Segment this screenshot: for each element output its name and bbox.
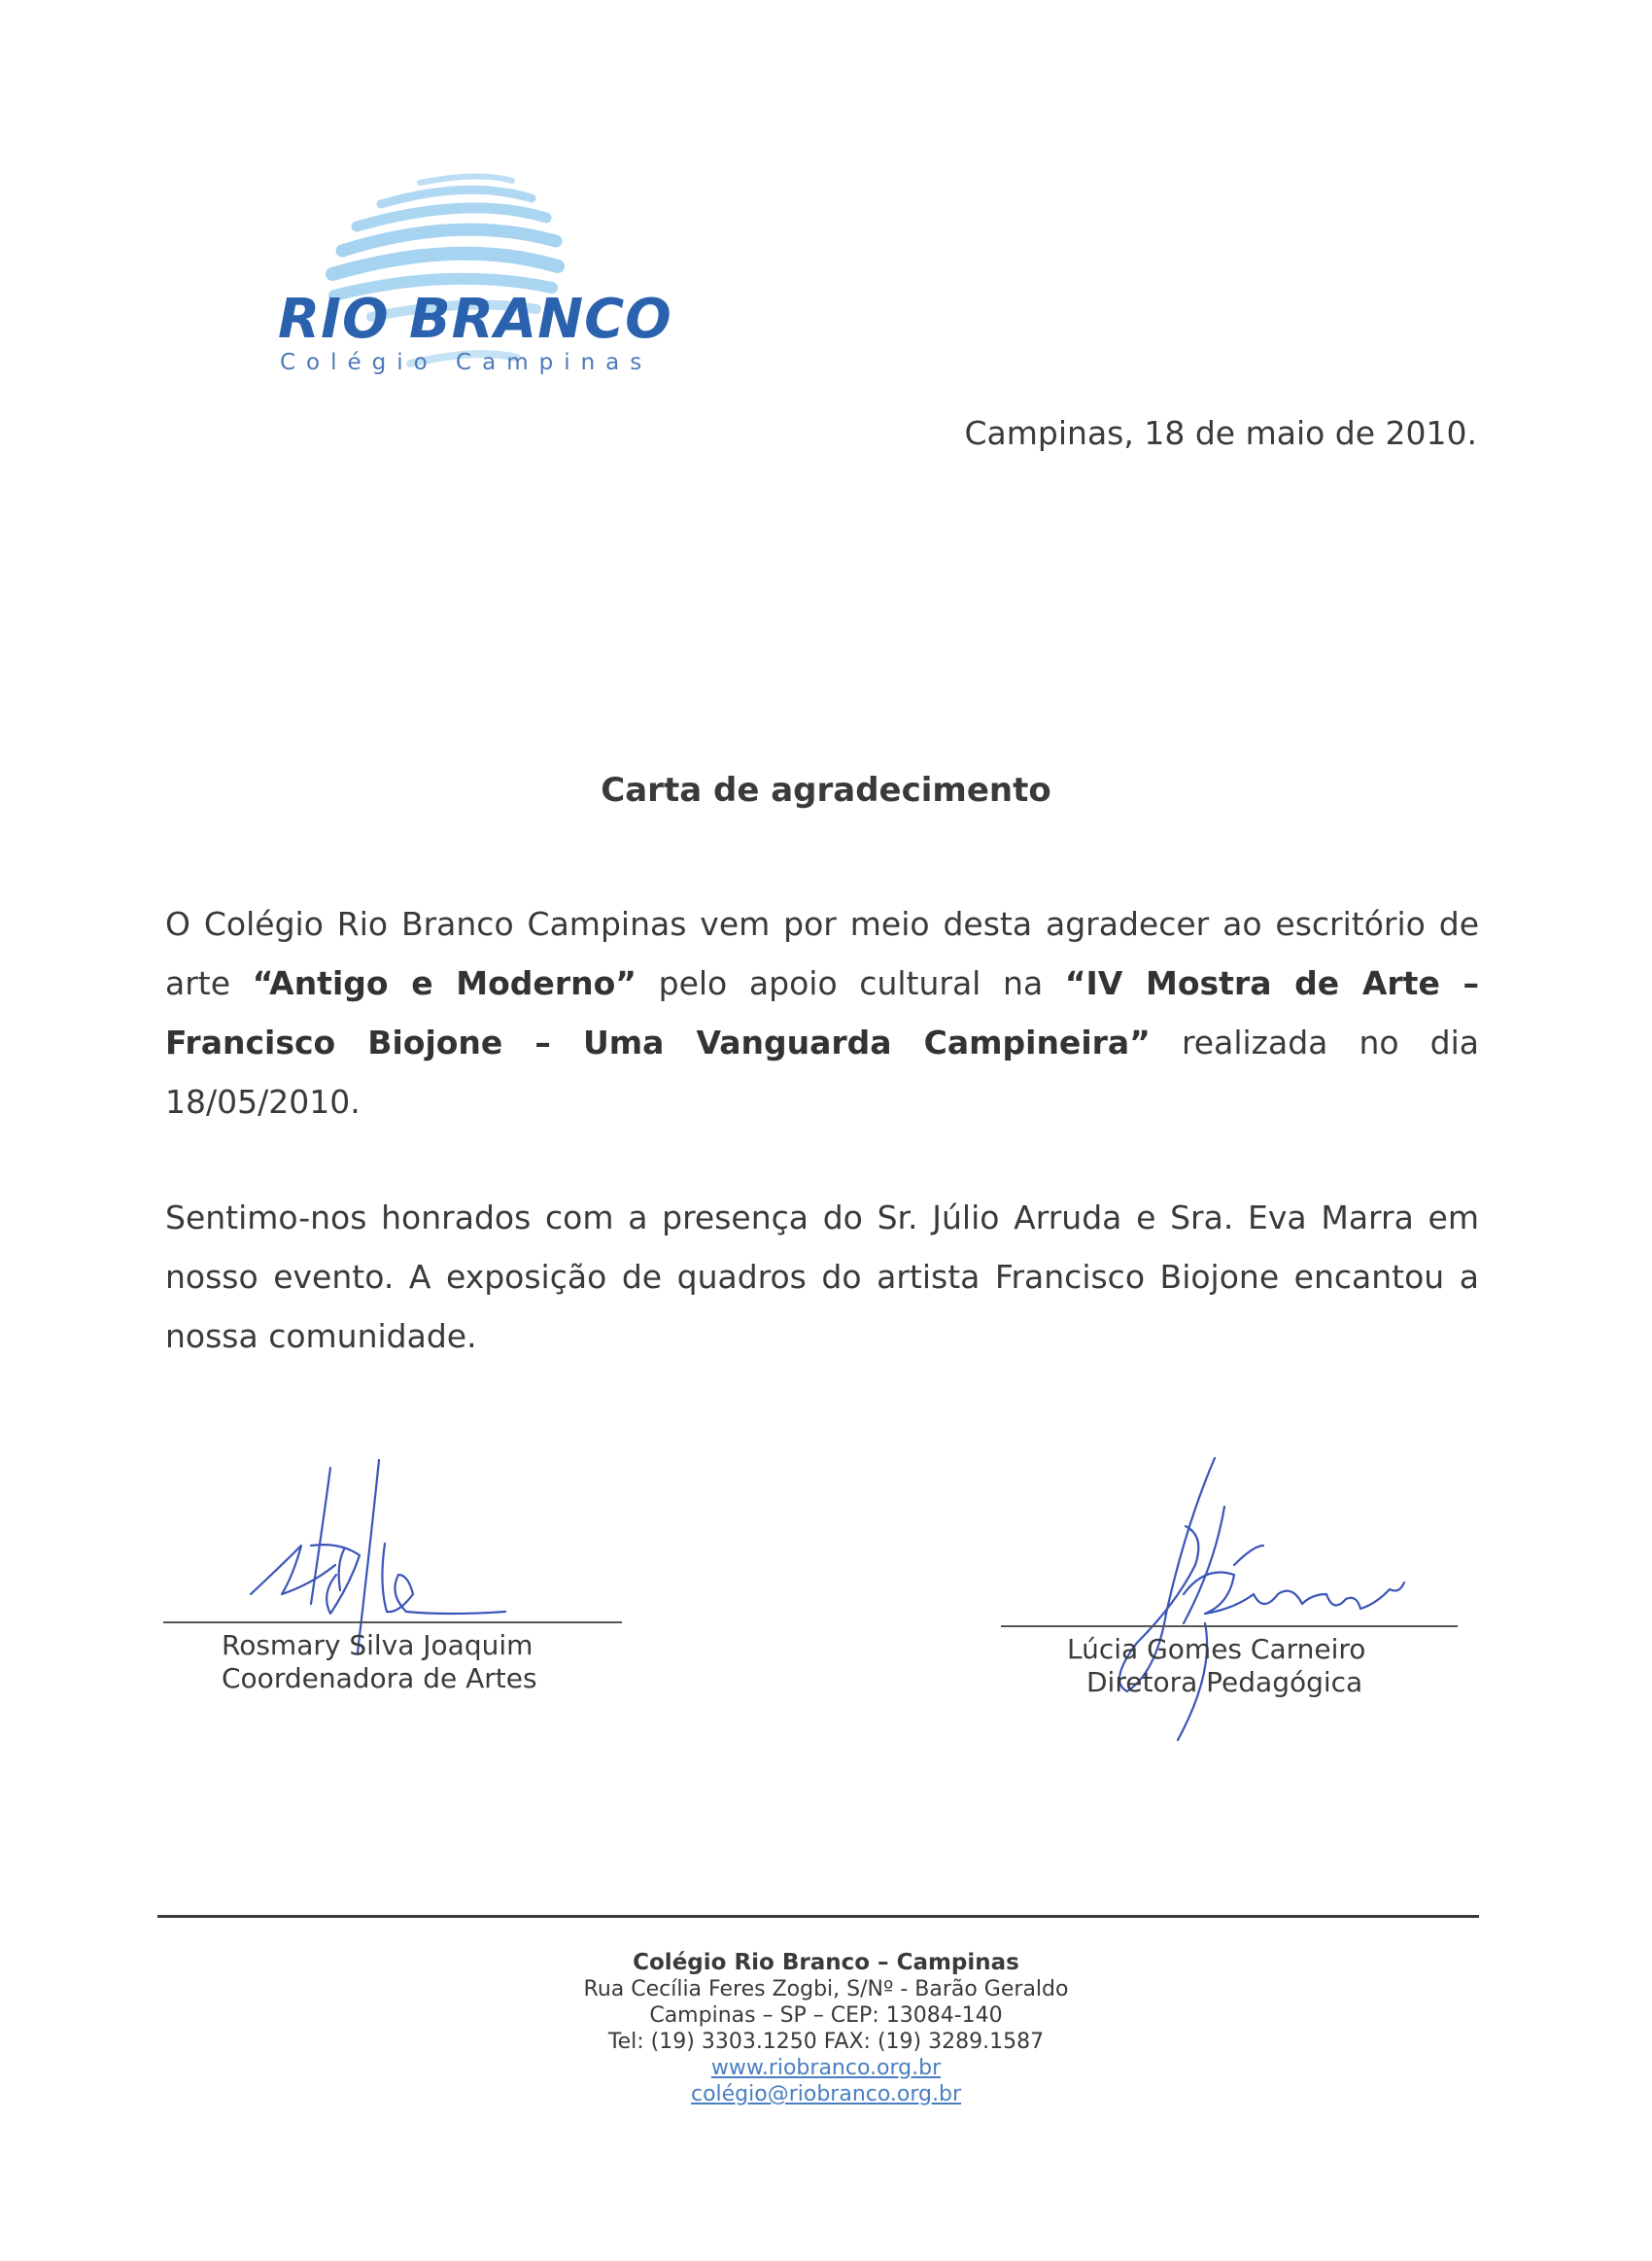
letter-title: Carta de agradecimento	[601, 771, 1051, 810]
paragraph-1-text-c: realizada no dia 18/05/2010.	[165, 1024, 1479, 1121]
signature-line-left	[163, 1621, 622, 1623]
rio-branco-logo	[274, 173, 672, 387]
paragraph-2: Sentimo-nos honrados com a presença do Sr. Júlio Arruda e Sra. Eva Marra em nosso evento. A exposição de quadros do artista Francisco Biojone encantou a nossa comunidade.	[165, 1199, 1479, 1355]
paragraph-1	[165, 894, 1479, 1131]
signatory-left-role: Coordenadora de Artes	[222, 1662, 537, 1694]
footer-phone: Tel: (19) 3303.1250 FAX: (19) 3289.1587	[607, 2030, 1045, 2054]
signatory-right-name: Lúcia Gomes Carneiro	[1067, 1633, 1366, 1665]
footer-divider	[157, 1915, 1479, 1918]
logo-subtitle: Colégio Campinas	[280, 350, 653, 375]
footer-address: Rua Cecília Feres Zogbi, S/Nº - Barão Geraldo	[583, 1977, 1069, 2001]
paragraph-1-bold-a: “Antigo e Moderno”	[252, 964, 637, 1002]
logo-name: RIO BRANCO	[278, 288, 672, 351]
signatory-left-name: Rosmary Silva Joaquim	[222, 1629, 533, 1661]
letter-date: Campinas, 18 de maio de 2010.	[964, 414, 1477, 452]
footer-org-name: Colégio Rio Branco – Campinas	[633, 1950, 1019, 1975]
footer	[0, 1950, 1652, 2107]
footer-email-link[interactable]: colégio@riobranco.org.br	[690, 2082, 962, 2106]
paragraph-1-bold-b: “IV Mostra de Arte – Francisco Biojone – Uma Vanguarda Campineira”	[165, 964, 1479, 1061]
signature-line-right	[1001, 1625, 1458, 1627]
signatory-right-role: Diretora Pedagógica	[1086, 1666, 1363, 1698]
paragraph-1-text-b: pelo apoio cultural na	[636, 964, 1065, 1002]
footer-website-link[interactable]: www.riobranco.org.br	[710, 2056, 942, 2080]
footer-city: Campinas – SP – CEP: 13084-140	[649, 2003, 1003, 2028]
paragraph-1-text-a: O Colégio Rio Branco Campinas vem por meio desta agradecer ao escritório de arte	[165, 905, 1479, 1002]
handwritten-signature-right	[1069, 1448, 1419, 1750]
